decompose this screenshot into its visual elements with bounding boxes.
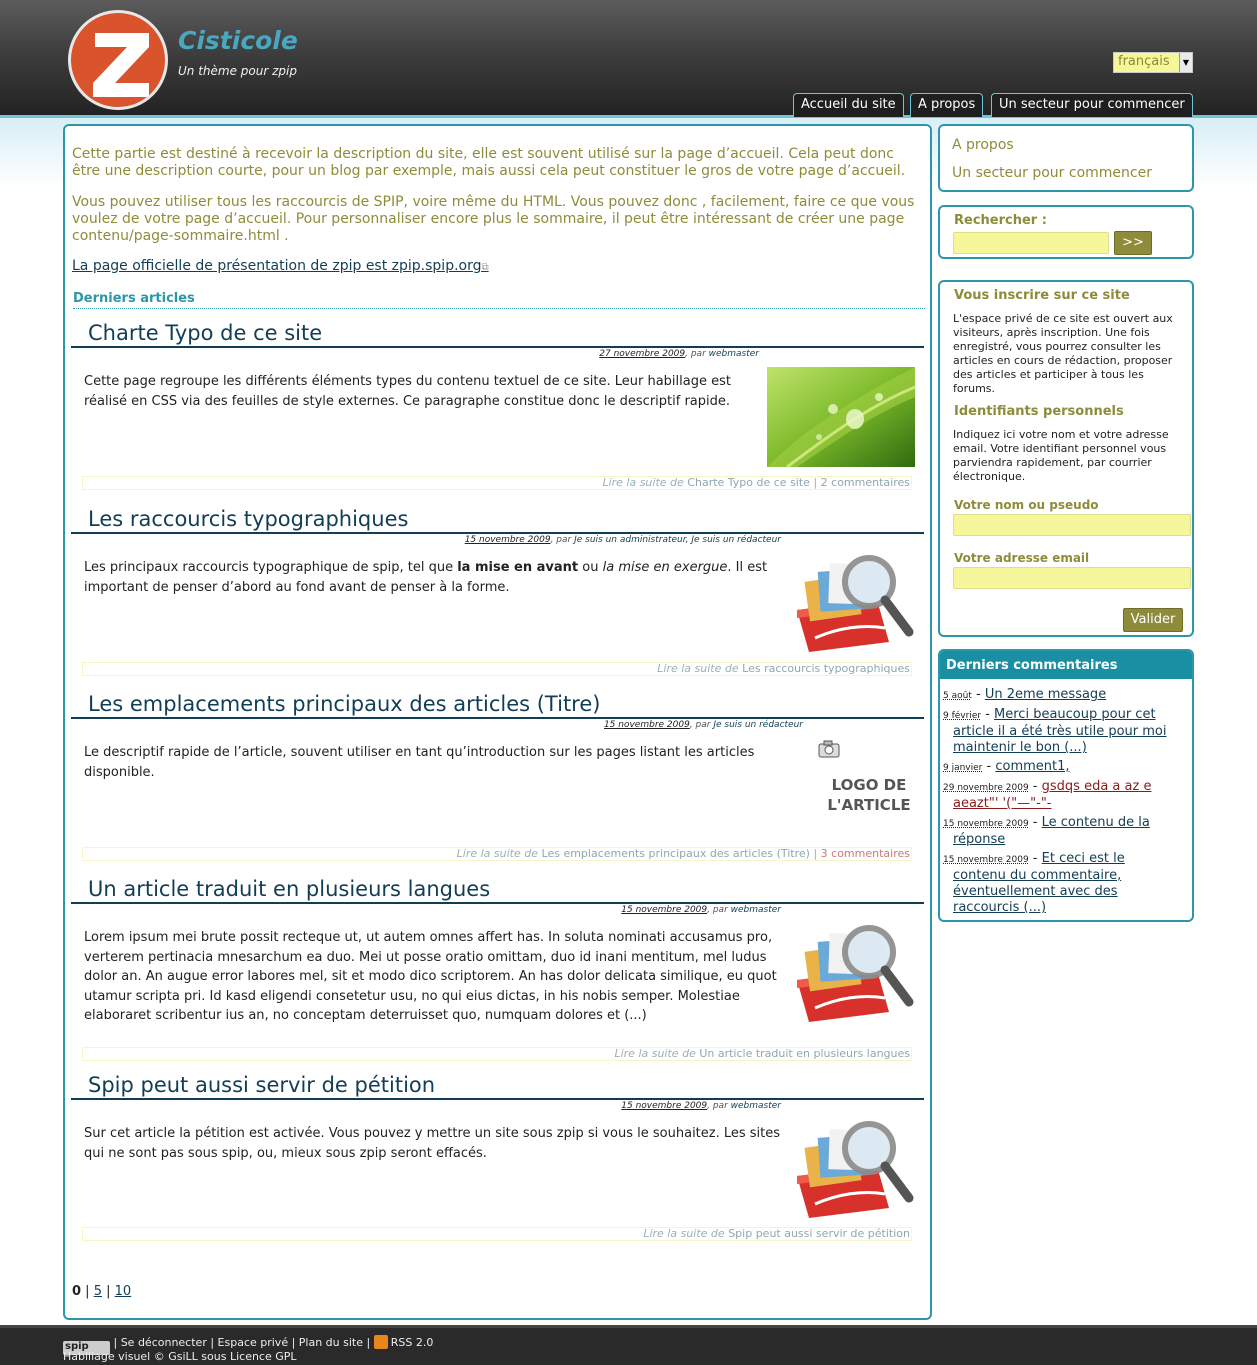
- camera-icon: [817, 739, 841, 759]
- read-more-prefix: Lire la suite de: [602, 476, 688, 489]
- comment-link-cont[interactable]: contenu du commentaire, éventuellement avec des raccourcis (...): [953, 868, 1122, 915]
- read-more-prefix: Lire la suite de: [614, 1047, 700, 1060]
- desc-bold: la mise en avant: [457, 560, 579, 575]
- article-meta: [621, 905, 781, 915]
- recent-comments-box: [938, 649, 1194, 922]
- comments-link[interactable]: 2 commentaires: [820, 476, 910, 489]
- site-header: [0, 0, 1257, 118]
- zpip-logo[interactable]: [68, 10, 168, 110]
- zpip-link-text: La page officielle de présentation de zpip est zpip.spip.org: [72, 258, 482, 274]
- sidebar-nav: [938, 124, 1194, 192]
- nav-tab-accueil[interactable]: Accueil du site: [793, 93, 904, 117]
- image-viewer-icon[interactable]: [793, 918, 917, 1028]
- comment-link-cont[interactable]: aeazt"' '("—"-"-: [953, 796, 1052, 811]
- article-item: [71, 878, 924, 1068]
- comment-date: 9 janvier: [943, 763, 983, 773]
- article-logo-placeholder[interactable]: [815, 737, 919, 817]
- article-date: 15 novembre 2009: [464, 535, 551, 545]
- footer-nav-links[interactable]: | Se déconnecter | Espace privé | Plan du site |: [110, 1336, 374, 1349]
- desc-text: ou: [578, 560, 603, 575]
- desc-italic: la mise en exergue: [602, 560, 728, 575]
- read-more-prefix: Lire la suite de: [643, 1227, 729, 1240]
- comment-sep: -: [1028, 779, 1042, 794]
- comment-date: 15 novembre 2009: [943, 819, 1029, 829]
- read-more-link[interactable]: Les raccourcis typographiques: [742, 662, 910, 675]
- language-select[interactable]: [1113, 52, 1193, 73]
- comment-link[interactable]: gsdqs eda a az e: [1041, 779, 1152, 794]
- comment-link[interactable]: Le contenu de la: [1041, 815, 1150, 830]
- comment-item: [943, 687, 1188, 704]
- read-more-link[interactable]: Spip peut aussi servir de pétition: [728, 1227, 910, 1240]
- article-author[interactable]: webmaster: [730, 905, 781, 915]
- article-item: [71, 693, 924, 863]
- pagination: [72, 1284, 131, 1299]
- logo-line-2: L'ARTICLE: [827, 796, 911, 814]
- language-value: français: [1118, 54, 1170, 69]
- sidebar-item-secteur[interactable]: Un secteur pour commencer: [952, 165, 1152, 181]
- article-by: , par: [689, 720, 714, 730]
- comment-link[interactable]: comment1,: [995, 759, 1070, 774]
- comment-date: 5 août: [943, 691, 972, 701]
- comment-sep: -: [1028, 815, 1042, 830]
- comment-item: [943, 779, 1188, 812]
- rss-icon: [374, 1335, 388, 1349]
- article-title[interactable]: Charte Typo de ce site: [71, 322, 924, 348]
- article-title[interactable]: Spip peut aussi servir de pétition: [71, 1074, 924, 1100]
- article-by: , par: [550, 535, 575, 545]
- page-sep: |: [101, 1284, 115, 1299]
- article-description: Cette page regroupe les différents éléments types du contenu textuel de ce site. Leur habillage est réalisé en CSS via des feuilles de style externes. Ce paragraphe constitue donc le descriptif rapide.: [84, 374, 731, 409]
- intro-paragraph-2: Vous pouvez utiliser tous les raccourcis de SPIP, voire même du HTML. Vous pouvez donc , facilement, faire ce que vous voulez de votre page d’accueil. Pour personnaliser encore plus le sommaire, il peut être intéressant de créer une page contenu/page-sommaire.html .: [72, 194, 915, 244]
- article-title[interactable]: Un article traduit en plusieurs langues: [71, 878, 924, 904]
- read-more-prefix: Lire la suite de: [456, 847, 542, 860]
- comment-link-cont[interactable]: réponse: [953, 832, 1006, 847]
- nav-tab-a-propos[interactable]: A propos: [910, 93, 983, 117]
- ids-title: Identifiants personnels: [954, 404, 1124, 419]
- intro-paragraph-1: Cette partie est destiné à recevoir la description du site, elle est souvent utilisé sur la page d’accueil. Cela peut donc être une description courte, pour un blog par exemple, mais aussi cela peut constituer le gros de votre page d’accueil.: [72, 146, 906, 179]
- name-label: Votre nom ou pseudo: [954, 498, 1099, 512]
- comment-date: 29 novembre 2009: [943, 783, 1029, 793]
- article-description: [84, 558, 774, 597]
- email-label: Votre adresse email: [954, 551, 1090, 565]
- register-box: [938, 280, 1194, 637]
- register-title: Vous inscrire sur ce site: [954, 288, 1130, 303]
- logo-line-1: LOGO DE: [831, 776, 907, 794]
- z-logo-icon: [71, 13, 168, 110]
- article-author[interactable]: Je suis un rédacteur: [713, 720, 803, 730]
- comment-link[interactable]: Et ceci est le: [1041, 851, 1125, 866]
- image-viewer-graphic: [793, 548, 917, 658]
- comments-link[interactable]: 3 commentaires: [820, 847, 910, 860]
- ids-text: Indiquez ici votre nom et votre adresse email. Votre identifiant personnel vous parviendra rapidement, par courrier électronique.: [953, 428, 1169, 483]
- comment-item: [943, 707, 1188, 756]
- article-date: 15 novembre 2009: [621, 905, 708, 915]
- site-slogan: Un thème pour zpip: [178, 64, 297, 78]
- main-content: [63, 124, 932, 1320]
- image-viewer-icon[interactable]: [793, 1114, 917, 1224]
- article-meta: [621, 1101, 781, 1111]
- article-footer: Lire la suite de Charte Typo de ce site | 2 commentaires: [82, 476, 912, 490]
- search-label: Rechercher :: [954, 213, 1047, 228]
- comment-item: [943, 815, 1188, 848]
- leaf-photo[interactable]: [767, 367, 915, 467]
- article-date: 15 novembre 2009: [603, 720, 690, 730]
- comment-item: [943, 759, 1188, 776]
- article-footer: [82, 662, 912, 676]
- site-footer: [0, 1325, 1257, 1365]
- search-box: [938, 205, 1194, 259]
- article-footer: [82, 1047, 912, 1061]
- comment-sep: -: [1028, 851, 1042, 866]
- read-more-link[interactable]: Les emplacements principaux des articles (Titre): [541, 847, 810, 860]
- email-field[interactable]: [953, 567, 1191, 589]
- page-sep: |: [81, 1284, 94, 1299]
- article-date: 15 novembre 2009: [621, 1101, 708, 1111]
- article-logo-text: [823, 775, 915, 815]
- article-by: , par: [707, 1101, 731, 1111]
- image-viewer-graphic: [793, 1114, 917, 1224]
- comment-date: 15 novembre 2009: [943, 855, 1029, 865]
- comment-sep: -: [971, 687, 985, 702]
- submit-button[interactable]: Valider: [1123, 608, 1183, 632]
- comment-item: [943, 851, 1188, 916]
- article-author[interactable]: webmaster: [708, 349, 759, 359]
- register-text: L'espace privé de ce site est ouvert aux visiteurs, après inscription. Une fois enregistré, vous pourrez consulter les articles en cours de rédaction, proposer des articles et participer à tous les forums.: [953, 312, 1173, 395]
- image-viewer-graphic: [793, 918, 917, 1028]
- comment-link[interactable]: Merci beaucoup pour cet: [994, 707, 1156, 722]
- article-meta: [465, 535, 781, 545]
- comment-date: 9 février: [943, 711, 982, 721]
- article-description: Sur cet article la pétition est activée. Vous pouvez y mettre un site sous zpip si vous le souhaitez. Les sites qui ne sont pas sous spip, ou, mieux sous zpip seront effacés.: [84, 1126, 781, 1161]
- comment-link[interactable]: Un 2eme message: [984, 687, 1107, 702]
- article-footer: Lire la suite de Les emplacements principaux des articles (Titre) | 3 commentaires: [82, 847, 912, 861]
- article-item: [71, 508, 924, 678]
- chevron-down-icon: ▼: [1179, 53, 1192, 72]
- article-description: Lorem ipsum mei brute possit recteque ut, ut autem omnes affert has. In soluta nominati accusamus pro, verterem pertinacia mnesarchum ea duo. Mei ut posse oratio omittam, duo id inani mentitum, mel ludus dolor an. An augue error labores mel, sit et modo dico scriptorem. An has dolor delicata similique, eu quot utamur scripta pri. Id kasd eligendi consetetur usu, no qui eius dictas, in his nobis semper. Molestiae elaboraret scribentur ius an, no conceptam deterruisset quo, numquam dolores et (...): [84, 930, 777, 1023]
- article-author[interactable]: Je suis un administrateur, Je suis un rédacteur: [574, 535, 781, 545]
- article-title[interactable]: Les emplacements principaux des articles (Titre): [71, 693, 924, 719]
- comment-link-cont[interactable]: article il a été très utile pour moi maintenir le bon (...): [953, 724, 1167, 755]
- page-current: 0: [72, 1284, 82, 1299]
- section-title: Derniers articles: [73, 291, 925, 309]
- external-link-icon: ⧉: [481, 262, 489, 273]
- article-footer: [82, 1227, 912, 1241]
- article-description: Le descriptif rapide de l’article, souvent utiliser en tant qu’introduction sur les pages listant les articles disponible.: [84, 745, 755, 780]
- image-viewer-icon[interactable]: [793, 548, 917, 658]
- article-item: [71, 1074, 924, 1244]
- read-more-prefix: Lire la suite de: [657, 662, 743, 675]
- article-date: 27 novembre 2009: [599, 349, 686, 359]
- zpip-official-link[interactable]: [72, 258, 489, 274]
- read-more-link[interactable]: Charte Typo de ce site: [687, 476, 810, 489]
- article-by: , par: [685, 349, 709, 359]
- leaf-image: [767, 367, 915, 467]
- search-button[interactable]: >>: [1114, 231, 1152, 255]
- comment-sep: -: [982, 759, 996, 774]
- desc-text: Les principaux raccourcis typographique de spip, tel que: [84, 560, 458, 575]
- article-meta: [599, 349, 759, 359]
- read-more-link[interactable]: Un article traduit en plusieurs langues: [699, 1047, 910, 1060]
- site-name[interactable]: Cisticole: [178, 26, 298, 55]
- page-link[interactable]: 5: [93, 1284, 102, 1299]
- page-link[interactable]: 10: [114, 1284, 132, 1299]
- article-by: , par: [707, 905, 731, 915]
- search-input[interactable]: [953, 232, 1109, 254]
- footer-credits: Habillage visuel © GsiLL sous Licence GPL: [63, 1350, 297, 1363]
- desc-text: . Il est important de penser d’abord au fond avant de penser à la forme.: [84, 560, 768, 595]
- comment-sep: -: [981, 707, 995, 722]
- spip-badge-icon[interactable]: spip: [63, 1341, 110, 1355]
- recent-comments-title: Derniers commentaires: [940, 651, 1192, 679]
- article-meta: [604, 720, 803, 730]
- article-item: [71, 322, 924, 492]
- article-title[interactable]: Les raccourcis typographiques: [71, 508, 924, 534]
- nav-tab-secteur[interactable]: Un secteur pour commencer: [991, 93, 1193, 117]
- sidebar-item-a-propos[interactable]: A propos: [952, 137, 1014, 153]
- article-author[interactable]: webmaster: [730, 1101, 781, 1111]
- name-field[interactable]: [953, 514, 1191, 536]
- rss-link[interactable]: RSS 2.0: [390, 1336, 434, 1349]
